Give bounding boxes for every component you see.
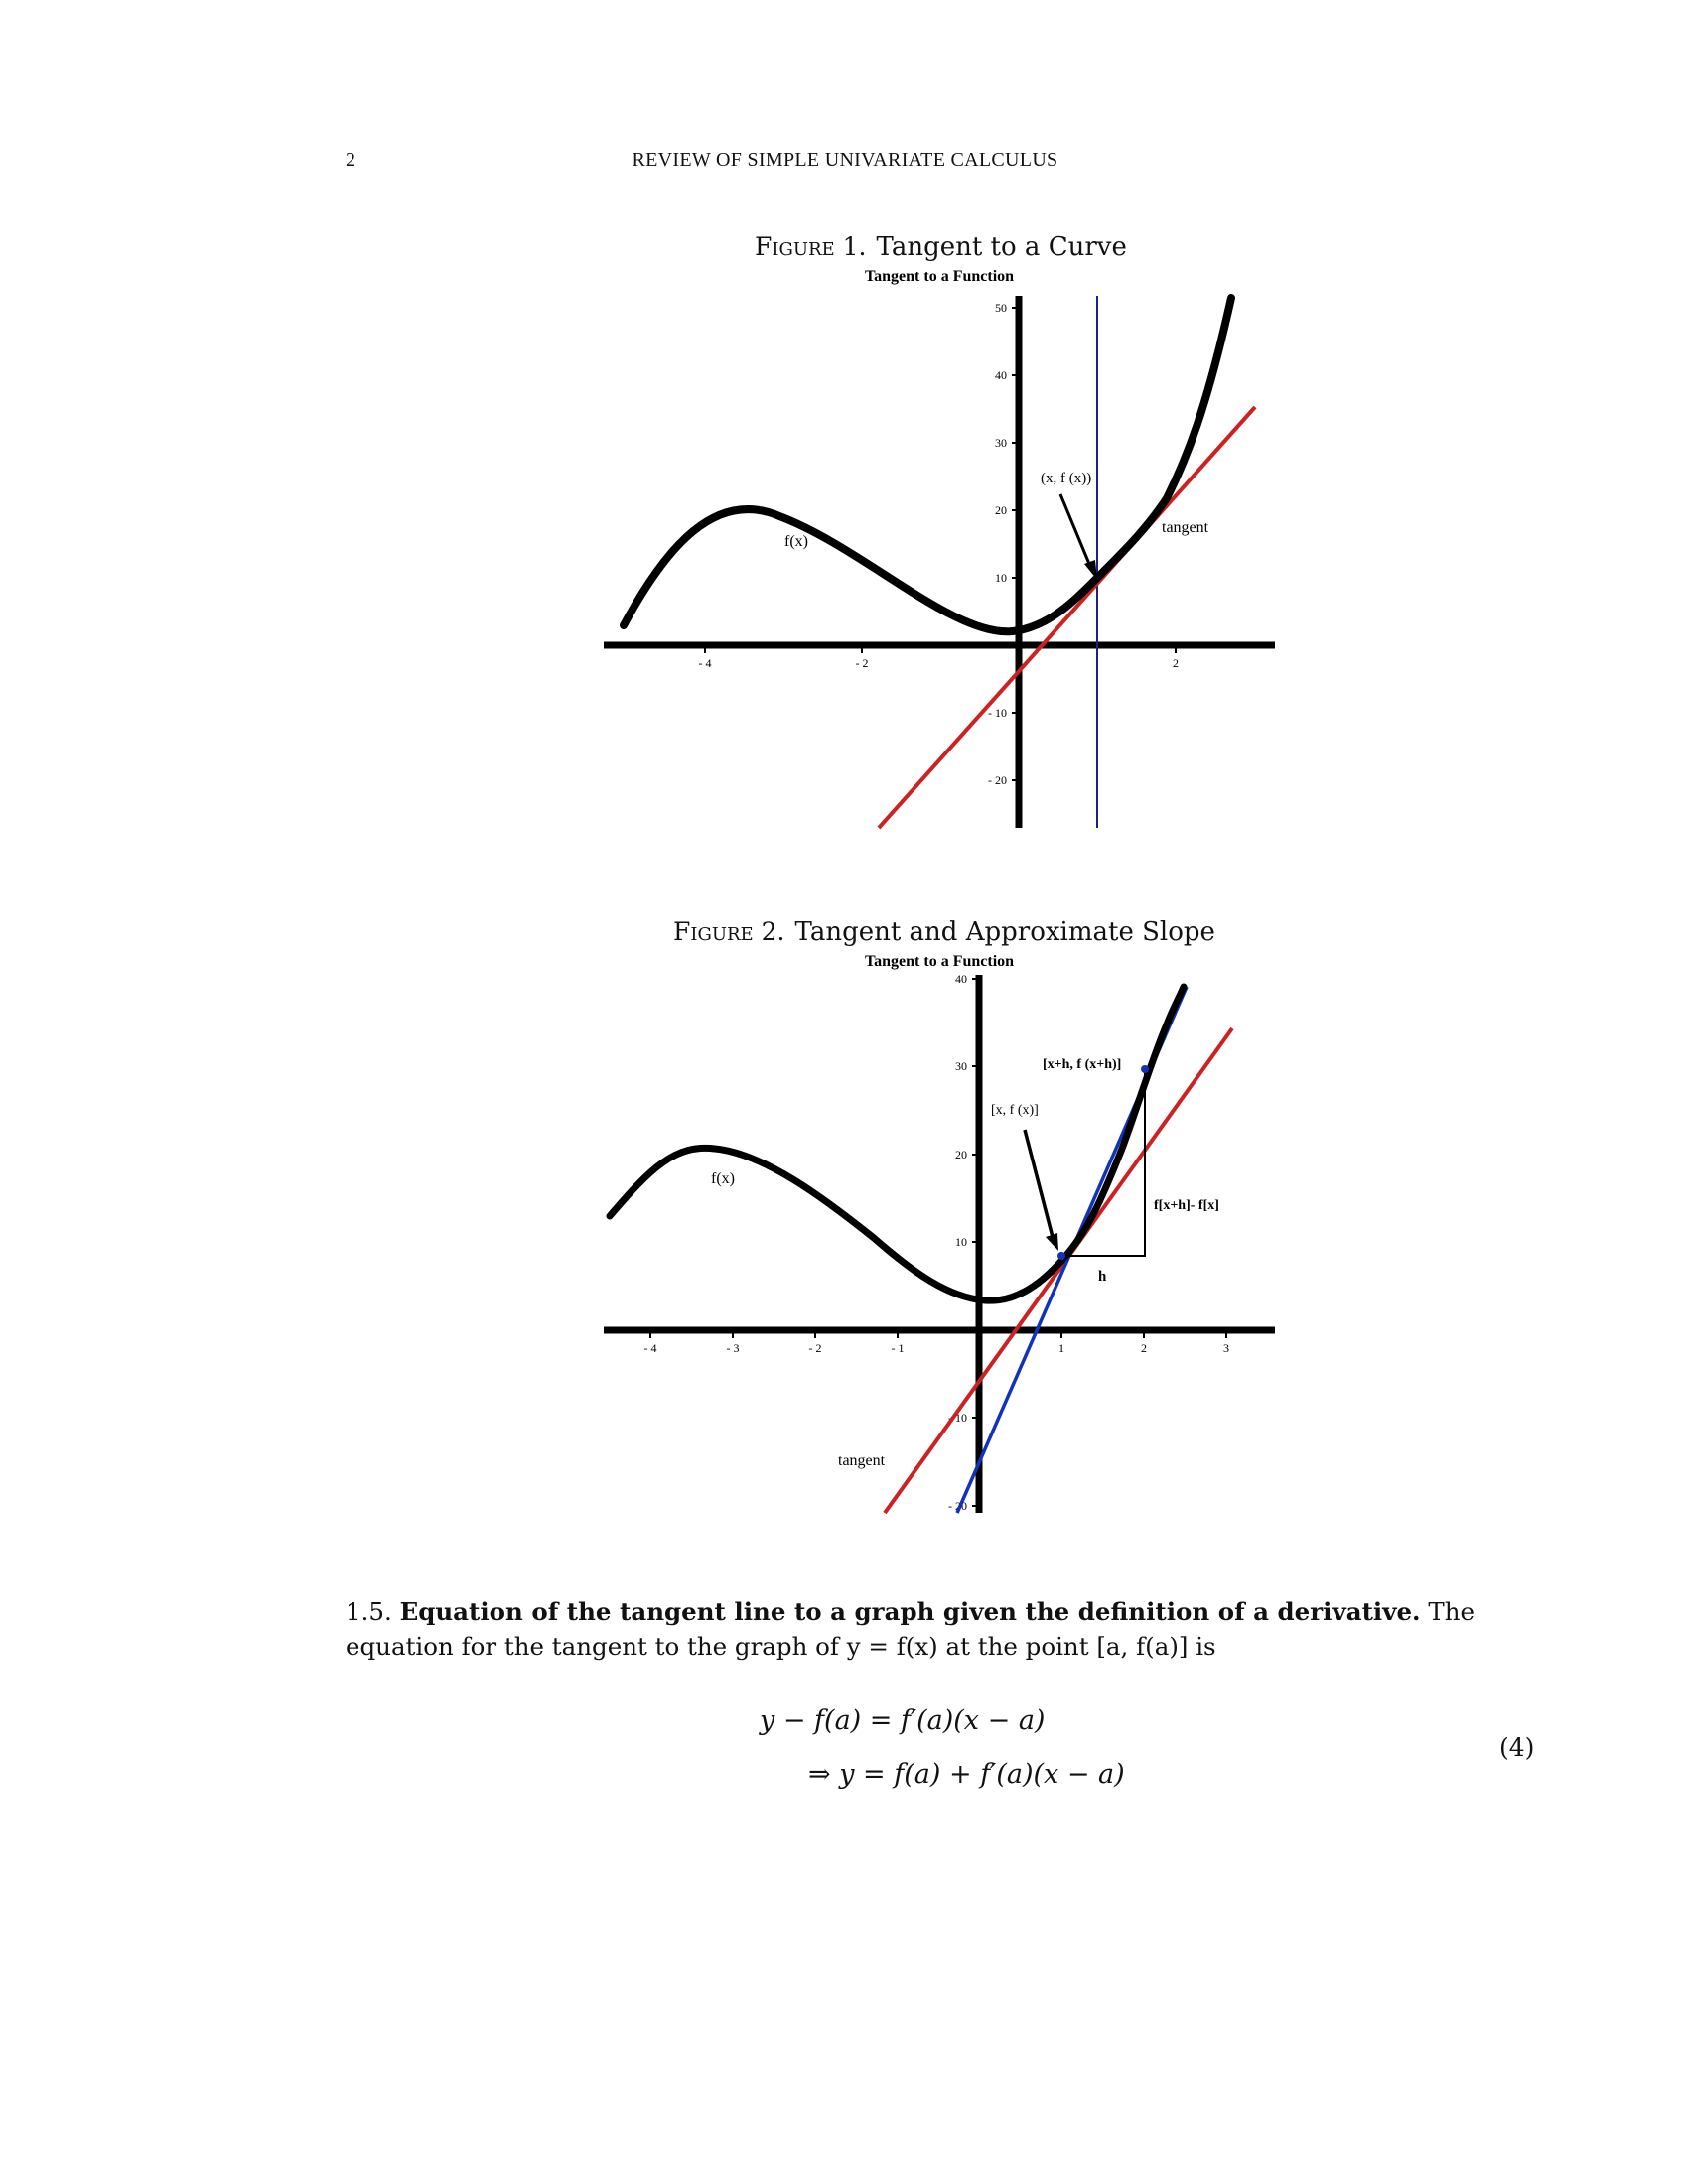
figure-1-y-tick-50: 50 <box>995 301 1007 315</box>
figure-2-label-rise: f[x+h]- f[x] <box>1154 1198 1219 1213</box>
figure-1-label-fx: f(x) <box>784 533 808 550</box>
section-text: The equation for the tangent to the graph of y = f(x) at the point [a, f(a)] is <box>346 1597 1475 1661</box>
figure-2-y-tick-10: 10 <box>955 1235 967 1249</box>
equation-number: (4) <box>1499 1733 1535 1762</box>
figure-2-label-fx: f(x) <box>711 1170 735 1187</box>
figure-1-label-tangent: tangent <box>1162 519 1209 536</box>
figure-1-y-tick-20: 20 <box>995 503 1007 517</box>
figure-2-x-tick-neg4: - 4 <box>643 1341 657 1355</box>
figure-1-caption <box>755 232 1127 262</box>
figure-2-y-tick-20: 20 <box>955 1148 967 1161</box>
figure-2-label: Figure 2. <box>673 917 785 946</box>
equation-line-2: ⇒ y = f(a) + f′(a)(x − a) <box>808 1759 1125 1790</box>
figure-2-label-point: [x, f (x)] <box>991 1103 1039 1118</box>
figure-1-plot <box>596 260 1291 836</box>
figure-2-x-tick-neg3: - 3 <box>726 1341 740 1355</box>
section-heading: Equation of the tangent line to a graph given the definition of a derivative. <box>399 1597 1421 1626</box>
figure-1-x-tick-neg2: - 2 <box>855 656 869 670</box>
figure-2-tangent-line <box>885 1028 1232 1513</box>
figure-1-title: Tangent to a Curve <box>876 232 1127 262</box>
figure-1-point-arrow <box>1060 494 1089 564</box>
figure-1-function-curve <box>624 298 1231 631</box>
figure-2-x-tick-neg2: - 2 <box>808 1341 822 1355</box>
figure-1-label-point: (x, f (x)) <box>1041 471 1092 486</box>
figure-1-y-tick-40: 40 <box>995 368 1007 382</box>
figure-1-plot-title: Tangent to a Function <box>864 268 1015 285</box>
figure-2-plot <box>596 945 1291 1521</box>
figure-2-y-tick-30: 30 <box>955 1059 967 1073</box>
figure-1-x-tick-2: 2 <box>1173 656 1179 670</box>
figure-2-function-curve <box>610 987 1184 1300</box>
page-number: 2 <box>346 149 355 171</box>
running-title <box>0 149 1688 172</box>
figure-2-y-tick-neg20: - 20 <box>948 1499 967 1513</box>
figure-2-x-tick-neg1: - 1 <box>891 1341 905 1355</box>
figure-2-y-tick-neg10: - 10 <box>948 1411 967 1425</box>
figure-2-x-tick-1: 1 <box>1058 1341 1064 1355</box>
figure-1-y-tick-neg10: - 10 <box>988 706 1007 720</box>
figure-1-label: Figure 1. <box>755 232 867 261</box>
figure-2-rise-run-triangle <box>1061 1069 1145 1256</box>
running-title-text: REVIEW OF SIMPLE UNIVARIATE CALCULUS <box>632 149 1058 171</box>
figure-1-x-tick-neg4: - 4 <box>698 656 712 670</box>
figure-2-x-tick-2: 2 <box>1141 1341 1147 1355</box>
figure-2-caption <box>673 917 1215 947</box>
figure-2-point-x <box>1057 1252 1065 1260</box>
figure-2-x-tick-3: 3 <box>1223 1341 1229 1355</box>
figure-2-label-point-h: [x+h, f (x+h)] <box>1043 1057 1122 1072</box>
figure-2-arrow-head <box>1046 1233 1058 1251</box>
equation-line-1: y − f(a) = f′(a)(x − a) <box>760 1706 1046 1736</box>
figure-2-label-run: h <box>1098 1269 1107 1285</box>
figure-2-y-tick-40: 40 <box>955 972 967 986</box>
section-1-5 <box>346 1594 1537 1664</box>
figure-1-arrow-head <box>1084 560 1097 580</box>
figure-1-y-tick-neg20: - 20 <box>988 773 1007 787</box>
figure-2-point-arrow <box>1025 1130 1053 1237</box>
figure-2-title: Tangent and Approximate Slope <box>794 917 1215 947</box>
figure-2-label-tangent: tangent <box>838 1452 886 1469</box>
figure-1-y-tick-10: 10 <box>995 571 1007 585</box>
section-number: 1.5. <box>346 1597 392 1626</box>
figure-2-point-x-plus-h <box>1141 1065 1149 1073</box>
figure-2-plot-title: Tangent to a Function <box>864 953 1015 970</box>
figure-1-y-tick-30: 30 <box>995 436 1007 450</box>
